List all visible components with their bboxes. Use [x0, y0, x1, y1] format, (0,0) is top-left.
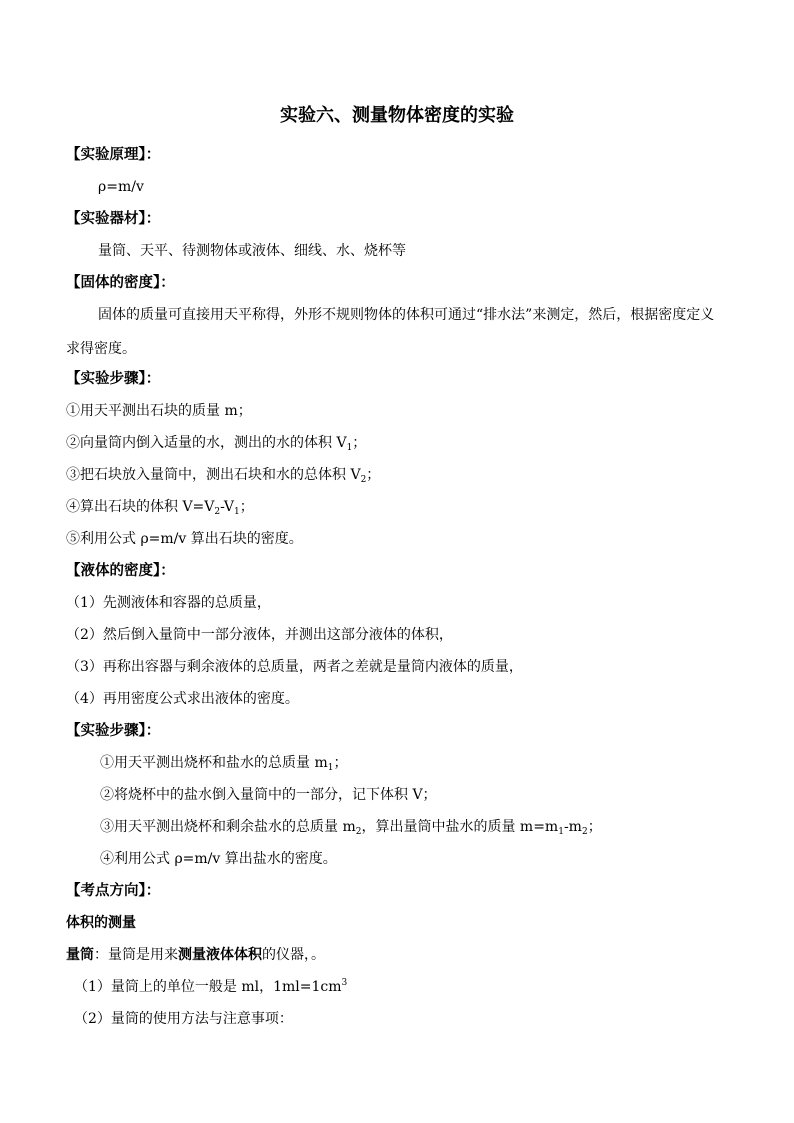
equipment-heading: 【实验器材】：	[66, 210, 161, 227]
solid-steps-heading: 【实验步骤】：	[66, 370, 161, 387]
solid-density-paragraph: 固体的质量可直接用天平称得，外形不规则物体的体积可通过“排水法”来测定，然后，根据密度定义求得密度。	[66, 307, 715, 357]
liquid-steps-heading: 【实验步骤】：	[66, 722, 161, 739]
liquid-step-3: ③用天平测出烧杯和剩余盐水的总质量 $m_2$，算出量筒中盐水的质量 $m=m_1-m_2$；	[100, 819, 602, 837]
exam-item-2: （2）量筒的使用方法与注意事项：	[74, 1011, 293, 1027]
page-title: 实验六、测量物体密度的实验	[280, 105, 514, 126]
solid-step-1: ①用天平测出石块的质量 m；	[66, 403, 252, 419]
solid-step-2: ②向量筒内倒入适量的水，测出的水的体积 $V_1$；	[66, 435, 367, 453]
exam-heading: 【考点方向】：	[66, 882, 161, 899]
liquid-item-2: （2）然后倒入量筒中一部分液体，并测出这部分液体的体积，	[66, 627, 453, 643]
exam-item-1: （1）量筒上的单位一般是 ml，$1ml=1cm^3$	[74, 978, 348, 995]
liquid-item-4: （4）再用密度公式求出液体的密度。	[66, 691, 299, 707]
liquid-item-3: （3）再称出容器与剩余液体的总质量，两者之差就是量筒内液体的质量，	[66, 659, 523, 675]
density-formula: ρ=m/v	[98, 179, 144, 195]
principle-heading: 【实验原理】：	[66, 146, 161, 163]
liquid-density-heading: 【液体的密度】：	[66, 562, 175, 579]
equipment-text: 量筒、天平、待测物体或液体、细线、水、烧杯等	[98, 243, 406, 259]
liquid-step-1: ①用天平测出烧杯和盐水的总质量 $m_1$；	[100, 755, 348, 773]
liquid-step-4: ④利用公式 ρ=m/v 算出盐水的密度。	[100, 851, 337, 867]
liquid-step-2: ②将烧杯中的盐水倒入量筒中的一部分，记下体积 V；	[100, 787, 437, 803]
volume-measurement-subheading: 体积的测量	[66, 915, 136, 931]
solid-density-heading: 【固体的密度】：	[66, 274, 175, 291]
solid-step-4: ④算出石块的体积 $V=V_2-V_1$；	[66, 499, 254, 517]
cylinder-definition: 量筒：量筒是用来测量液体体积的仪器，。	[66, 947, 325, 963]
liquid-item-1: （1）先测液体和容器的总质量，	[66, 595, 271, 611]
solid-step-3: ③把石块放入量筒中，测出石块和水的总体积 $V_2$；	[66, 467, 381, 485]
solid-step-5: ⑤利用公式 ρ=m/v 算出石块的密度。	[66, 531, 303, 547]
